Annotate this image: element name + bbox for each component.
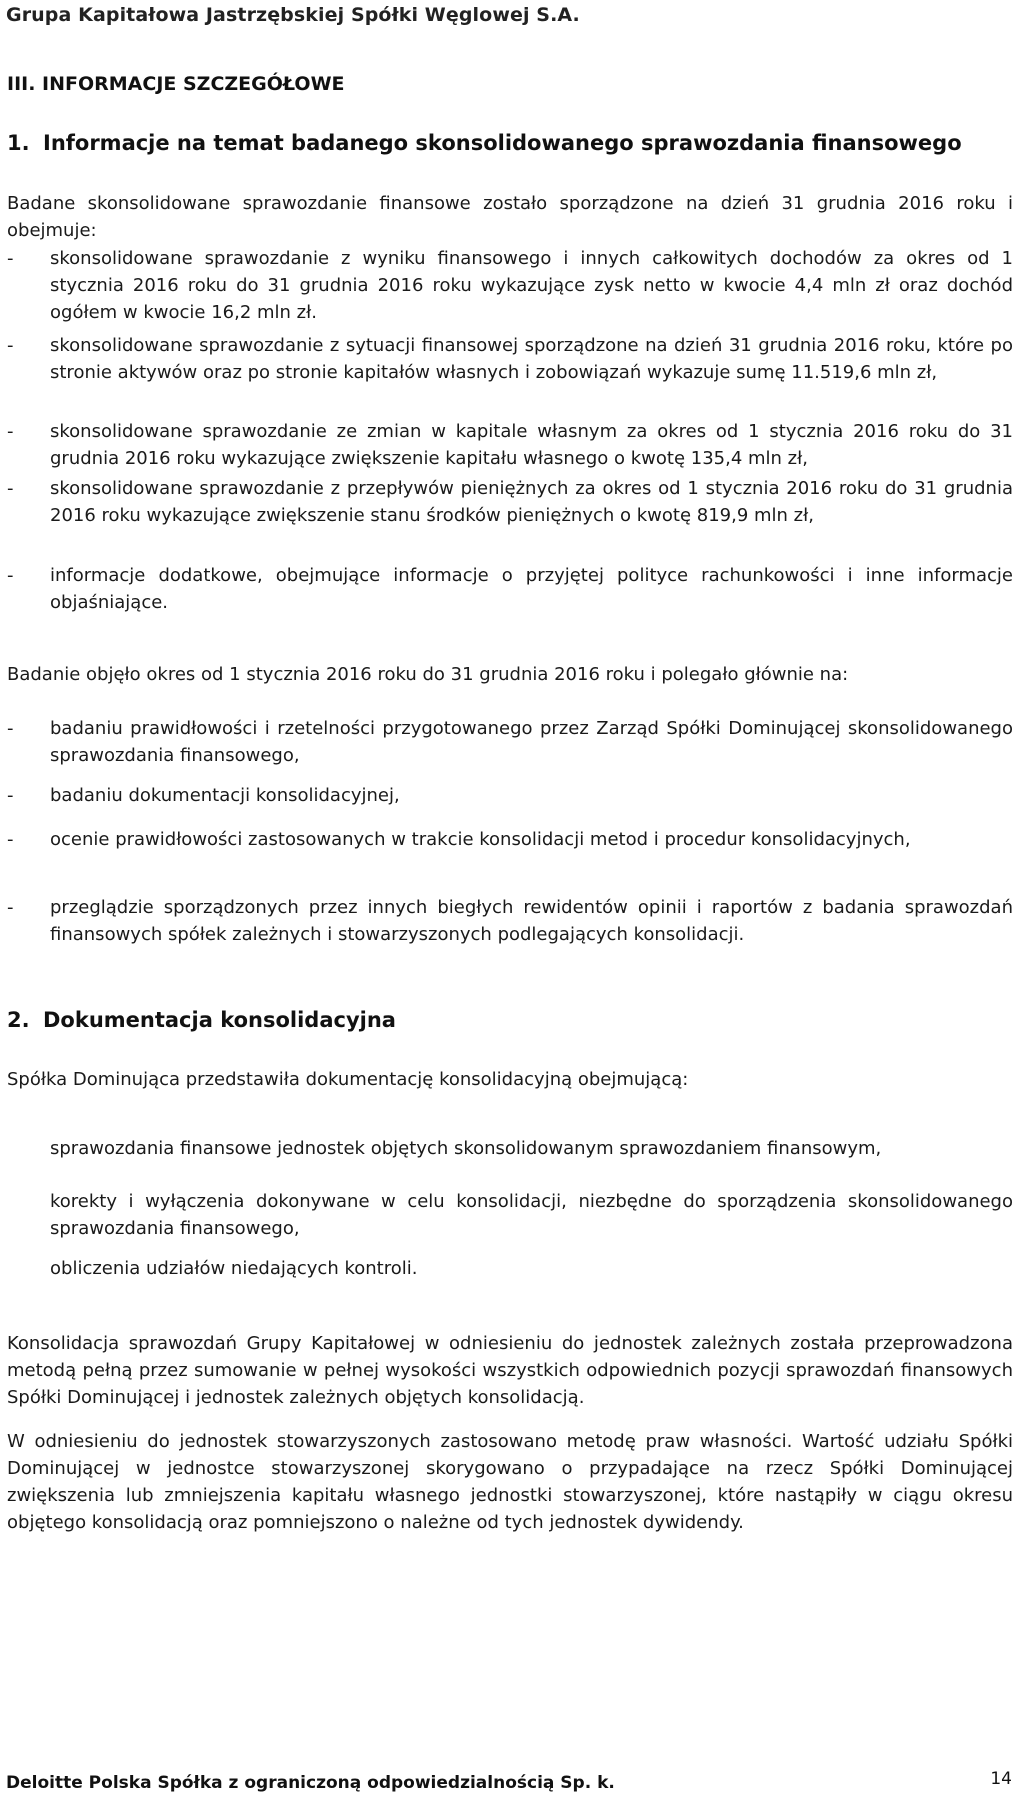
list-item-text: informacje dodatkowe, obejmujące informacje o przyjętej polityce rachunkowości i inne informacje objaśniające. xyxy=(50,565,1013,613)
page-number: 14 xyxy=(990,1769,1012,1789)
list-dash: - xyxy=(7,785,14,806)
section-1-intro: Badane skonsolidowane sprawozdanie finansowe zostało sporządzone na dzień 31 grudnia 2016 roku i obejmuje: xyxy=(7,193,1013,241)
consolidation-paragraph: Konsolidacja sprawozdań Grupy Kapitałowej w odniesieniu do jednostek zależnych została przeprowadzona metodą pełną przez sumowanie w pełnej wysokości wszystkich odpowiednich pozycji sprawozdań finansowych Spółki Dominującej i jednostek zależnych objętych konsolidacją. xyxy=(7,1333,1013,1408)
chapter-title: III. INFORMACJE SZCZEGÓŁOWE xyxy=(7,73,345,95)
list-item-text: skonsolidowane sprawozdanie z wyniku finansowego i innych całkowitych dochodów za okres od 1 stycznia 2016 roku do 31 grudnia 2016 roku wykazujące zysk netto w kwocie 4,4 mln zł oraz dochód ogółem w kwocie 16,2 mln zł. xyxy=(50,248,1013,323)
list-item: korekty i wyłączenia dokonywane w celu konsolidacji, niezbędne do sporządzenia skonsolidowanego sprawozdania finansowego, xyxy=(50,1191,1013,1239)
list-item-text: skonsolidowane sprawozdanie z przepływów pieniężnych za okres od 1 stycznia 2016 roku do 31 grudnia 2016 roku wykazujące zwiększenie stanu środków pieniężnych o kwotę 819,9 mln zł, xyxy=(50,478,1013,526)
list-dash: - xyxy=(7,335,14,356)
list-dash: - xyxy=(7,897,14,918)
list-item-text: skonsolidowane sprawozdanie z sytuacji finansowej sporządzone na dzień 31 grudnia 2016 roku, które po stronie aktywów oraz po stronie kapitałów własnych i zobowiązań wykazuje sumę 11.519,6 mln zł, xyxy=(50,335,1013,383)
footer-firm: Deloitte Polska Spółka z ograniczoną odpowiedzialnością Sp. k. xyxy=(6,1773,615,1793)
section-1-title: Informacje na temat badanego skonsolidowanego sprawozdania finansowego xyxy=(43,131,962,155)
list-item: obliczenia udziałów niedających kontroli. xyxy=(50,1258,418,1279)
list-item-text: badaniu prawidłowości i rzetelności przygotowanego przez Zarząd Spółki Dominującej skonsolidowanego sprawozdania finansowego, xyxy=(50,718,1013,766)
list-item-text: badaniu dokumentacji konsolidacyjnej, xyxy=(50,785,400,806)
section-2-heading xyxy=(7,1008,396,1032)
section-1-heading xyxy=(7,131,962,155)
list-dash: - xyxy=(7,478,14,499)
section-2-intro: Spółka Dominująca przedstawiła dokumentację konsolidacyjną obejmującą: xyxy=(7,1069,689,1090)
scope-intro: Badanie objęło okres od 1 stycznia 2016 roku do 31 grudnia 2016 roku i polegało głównie na: xyxy=(7,664,849,685)
equity-method-paragraph: W odniesieniu do jednostek stowarzyszonych zastosowano metodę praw własności. Wartość udziału Spółki Dominującej w jednostce stowarzyszonej skorygowano o przypadające na rzecz Spółki Dominującej zwiększenia lub zmniejszenia kapitału własnego jednostki stowarzyszonej, które nastąpiły w ciągu okresu objętego konsolidacją oraz pomniejszono o należne od tych jednostek dywidendy. xyxy=(7,1431,1013,1533)
running-header: Grupa Kapitałowa Jastrzębskiej Spółki Węglowej S.A. xyxy=(6,4,580,26)
section-2-title: Dokumentacja konsolidacyjna xyxy=(43,1008,396,1032)
list-item-text: skonsolidowane sprawozdanie ze zmian w kapitale własnym za okres od 1 stycznia 2016 roku do 31 grudnia 2016 roku wykazujące zwiększenie kapitału własnego o kwotę 135,4 mln zł, xyxy=(50,421,1013,469)
section-1-number: 1. xyxy=(7,131,30,155)
list-dash: - xyxy=(7,829,14,850)
list-item-text: przeglądzie sporządzonych przez innych biegłych rewidentów opinii i raportów z badania sprawozdań finansowych spółek zależnych i stowarzyszonych podlegających konsolidacji. xyxy=(50,897,1013,945)
list-item-text: ocenie prawidłowości zastosowanych w trakcie konsolidacji metod i procedur konsolidacyjnych, xyxy=(50,829,911,850)
list-dash: - xyxy=(7,421,14,442)
section-2-number: 2. xyxy=(7,1008,30,1032)
list-dash: - xyxy=(7,718,14,739)
list-dash: - xyxy=(7,248,14,269)
list-item: sprawozdania finansowe jednostek objętych skonsolidowanym sprawozdaniem finansowym, xyxy=(50,1138,882,1159)
list-dash: - xyxy=(7,565,14,586)
